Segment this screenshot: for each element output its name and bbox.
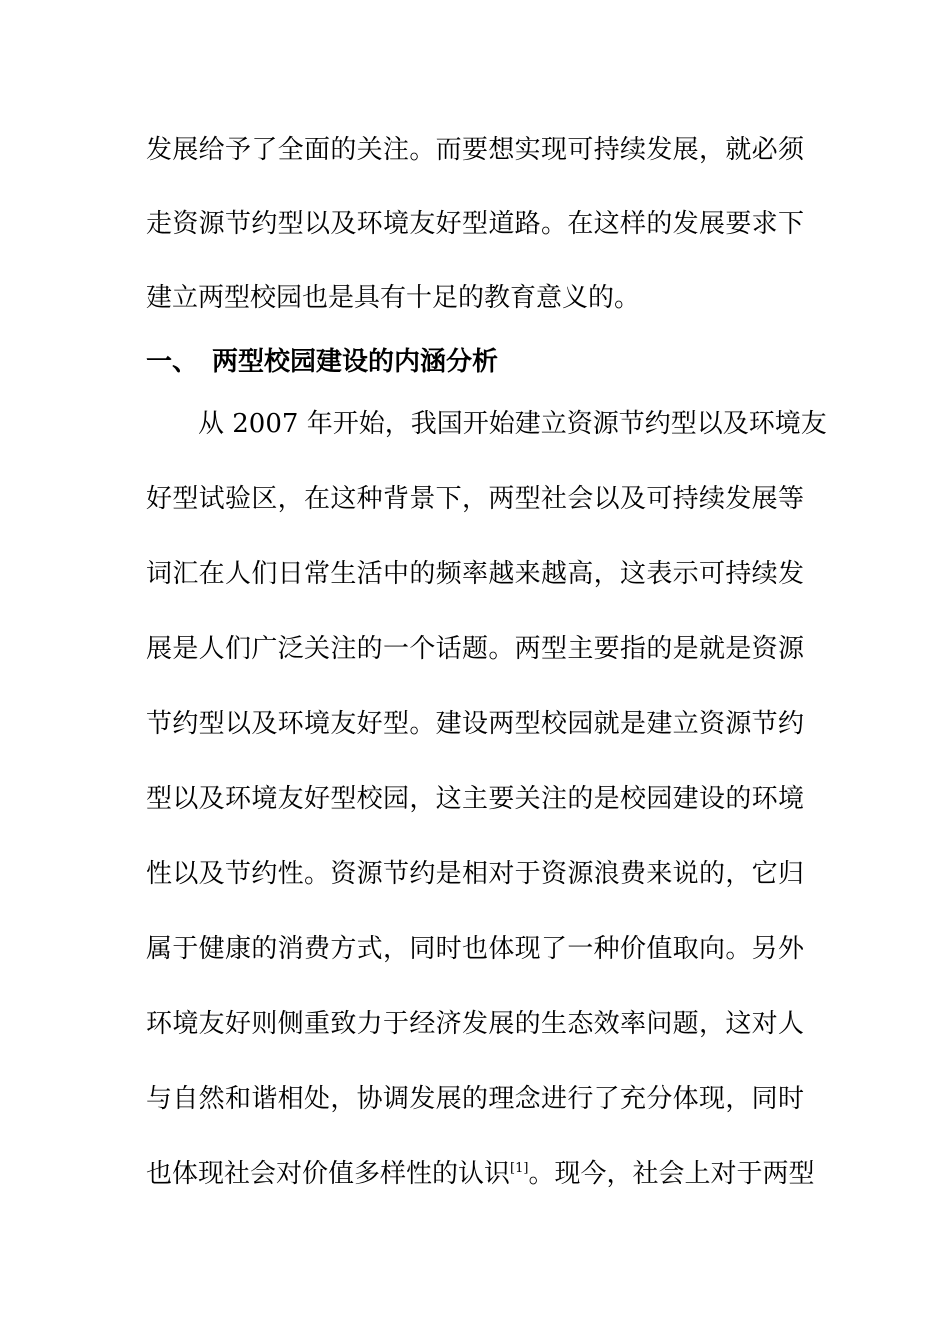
text-line: 词汇在人们日常生活中的频率越来越高，这表示可持续发 (146, 559, 804, 589)
section-number: 一、 (146, 347, 199, 377)
text-line-with-citation (146, 1159, 815, 1189)
text-line: 与自然和谐相处，协调发展的理念进行了充分体现，同时 (146, 1084, 804, 1114)
text-segment: 。现今，社会上对于两型 (528, 1159, 815, 1189)
text-line: 展是人们广泛关注的一个话题。两型主要指的是就是资源 (146, 634, 804, 664)
text-segment: 也体现社会对价值多样性的认识 (146, 1159, 511, 1189)
text-line: 节约型以及环境友好型。建设两型校园就是建立资源节约 (146, 709, 804, 739)
citation-reference: [1] (510, 1161, 529, 1176)
text-line: 好型试验区，在这种背景下，两型社会以及可持续发展等 (146, 484, 804, 514)
text-line: 走资源节约型以及环境友好型道路。在这样的发展要求下 (146, 209, 804, 239)
section-heading (146, 347, 498, 377)
text-line: 建立两型校园也是具有十足的教育意义的。 (146, 283, 641, 313)
text-line: 发展给予了全面的关注。而要想实现可持续发展，就必须 (146, 135, 804, 165)
text-line: 环境友好则侧重致力于经济发展的生态效率问题，这对人 (146, 1009, 804, 1039)
text-line: 属于健康的消费方式，同时也体现了一种价值取向。另外 (146, 934, 804, 964)
text-line: 型以及环境友好型校园，这主要关注的是校园建设的环境 (146, 784, 804, 814)
text-line: 性以及节约性。资源节约是相对于资源浪费来说的，它归 (146, 859, 804, 889)
section-title: 两型校园建设的内涵分析 (212, 347, 499, 377)
text-line: 从 2007 年开始，我国开始建立资源节约型以及环境友 (198, 409, 827, 439)
